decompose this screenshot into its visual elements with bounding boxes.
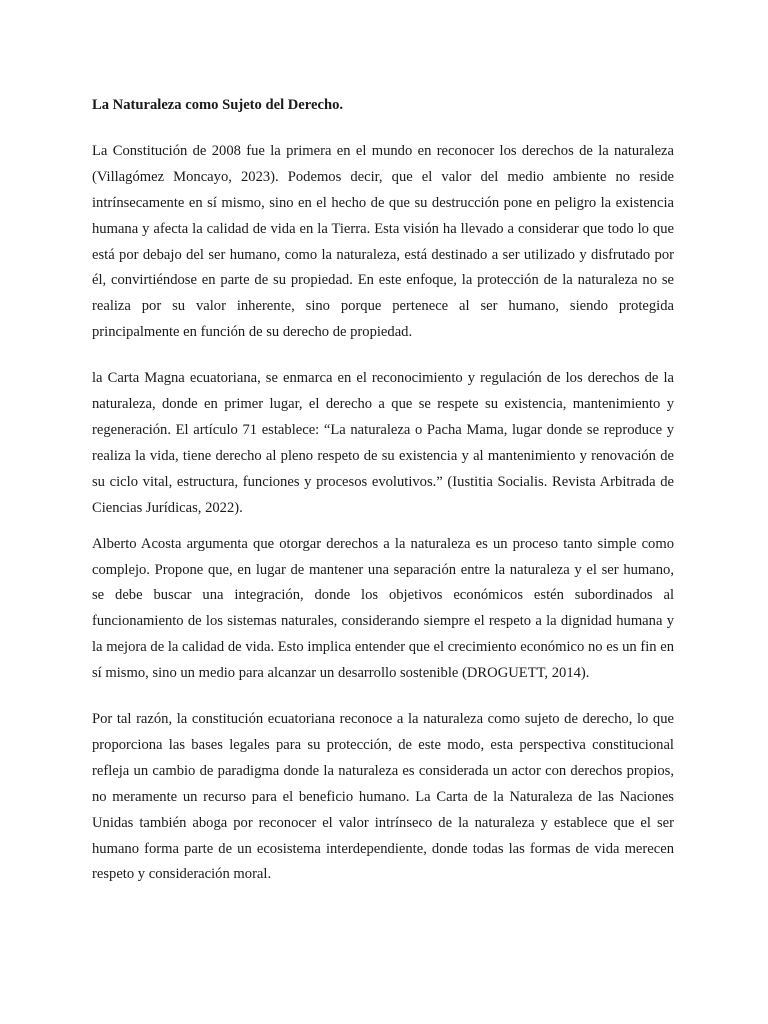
paragraph-2: la Carta Magna ecuatoriana, se enmarca en el reconocimiento y regulación de los derechos de la naturaleza, donde en primer lugar, el derecho a que se respete su existencia, mantenimiento y regeneración. El artículo 71 establece: “La naturaleza o Pacha Mama, lugar donde se reproduce y realiza la vida, tiene derecho al pleno respeto de su existencia y al mantenimiento y renovación de su ciclo vital, estructura, funciones y procesos evolutivos.” (Iustitia Socialis. Revista Arbitrada de Ciencias Jurídicas, 2022). bbox=[92, 370, 674, 516]
paragraph-4: Por tal razón, la constitución ecuatoriana reconoce a la naturaleza como sujeto de derecho, lo que proporciona las bases legales para su protección, de este modo, esta perspectiva constitucional refleja un cambio de paradigma donde la naturaleza es considerada un actor con derechos propios, no meramente un recurso para el beneficio humano. La Carta de la Naturaleza de las Naciones Unidas también aboga por reconocer el valor intrínseco de la naturaleza y establece que el ser humano forma parte de un ecosistema interdependiente, donde todas las formas de vida merecen respeto y consideración moral. bbox=[92, 711, 674, 883]
paragraph-3: Alberto Acosta argumenta que otorgar derechos a la naturaleza es un proceso tanto simple como complejo. Propone que, en lugar de mantener una separación entre la naturaleza y el ser humano, se debe buscar una integración, donde los objetivos económicos estén subordinados al funcionamiento de los sistemas naturales, considerando siempre el respeto a la dignidad humana y la mejora de la calidad de vida. Esto implica entender que el crecimiento económico no es un fin en sí mismo, sino un medio para alcanzar un desarrollo sostenible (DROGUETT, 2014). bbox=[92, 535, 674, 682]
document-body bbox=[92, 93, 674, 888]
section-title: La Naturaleza como Sujeto del Derecho. bbox=[92, 97, 344, 113]
paragraph-1: La Constitución de 2008 fue la primera en el mundo en reconocer los derechos de la naturaleza (Villagómez Moncayo, 2023). Podemos decir, que el valor del medio ambiente no reside intrínsecamente en sí mismo, sino en el hecho de que su destrucción pone en peligro la existencia humana y afecta la calidad de vida en la Tierra. Esta visión ha llevado a considerar que todo lo que está por debajo del ser humano, como la naturaleza, está destinado a ser utilizado y disfrutado por él, convirtiéndose en parte de su propiedad. En este enfoque, la protección de la naturaleza no se realiza por su valor inherente, sino porque pertenece al ser humano, siendo protegida principalmente en función de su derecho de propiedad. bbox=[92, 142, 674, 341]
